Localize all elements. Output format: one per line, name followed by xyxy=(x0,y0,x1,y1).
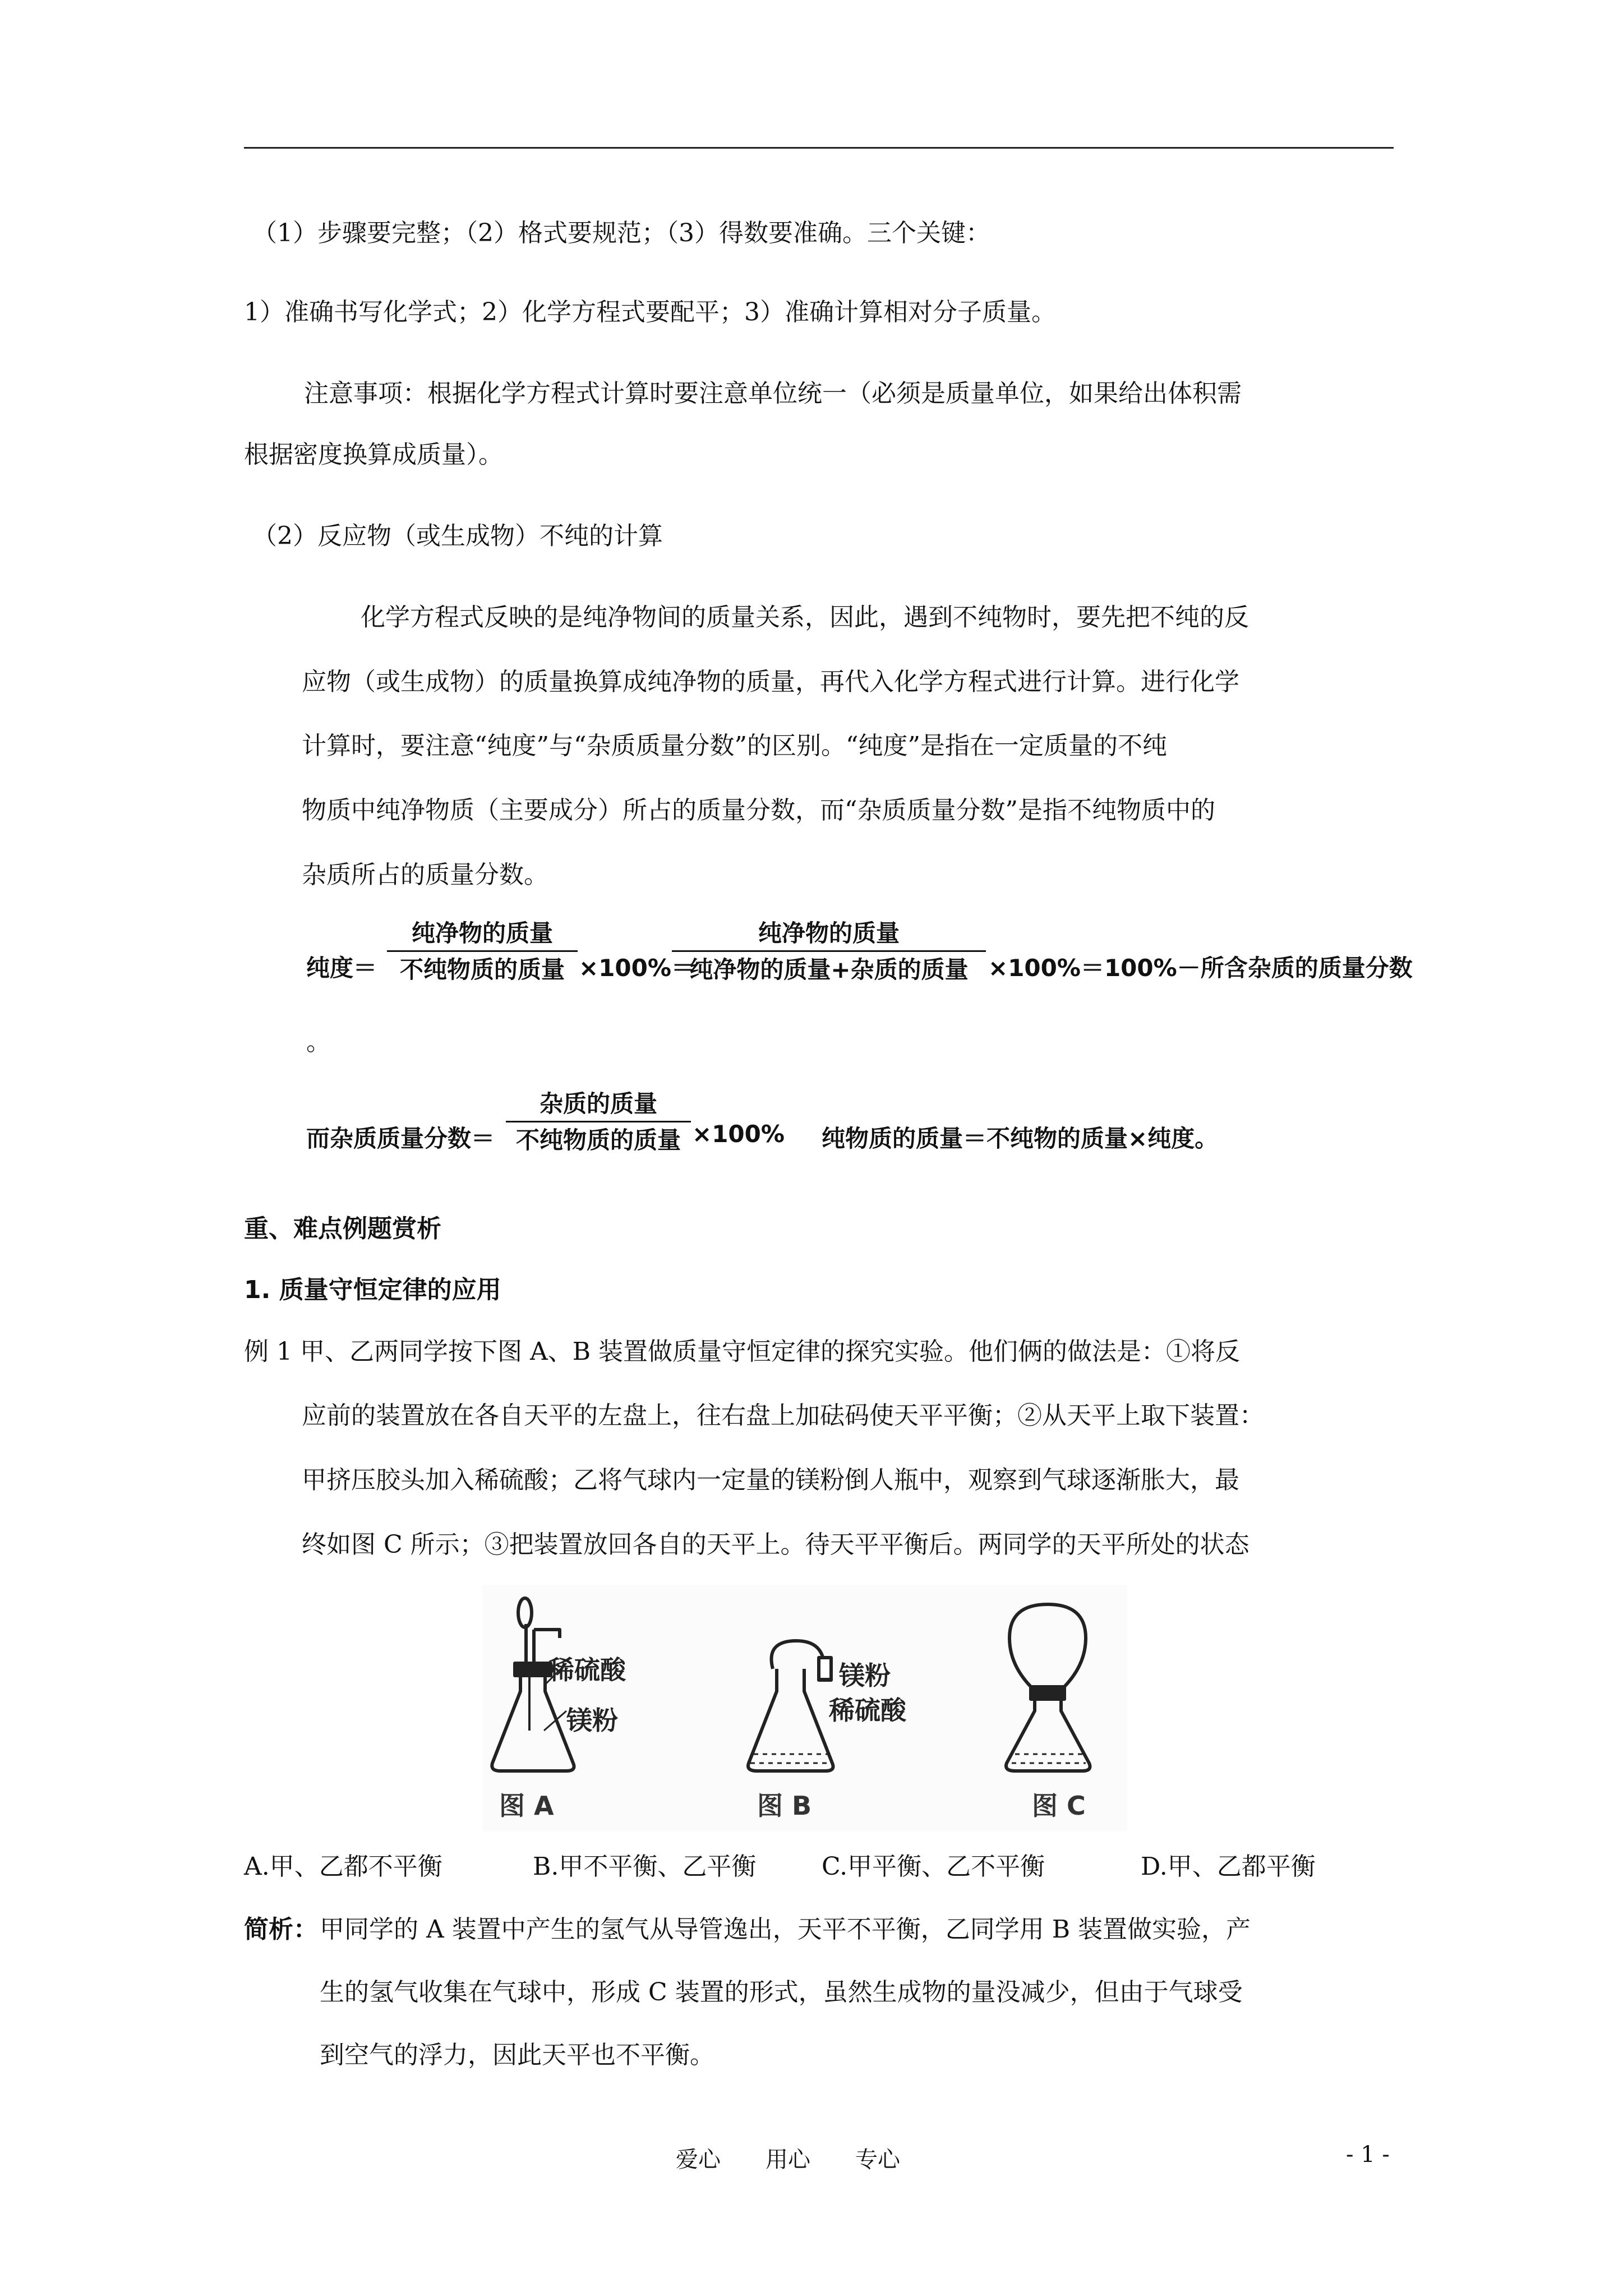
rubber-bulb-icon xyxy=(518,1598,532,1627)
formula-operator: ×100% xyxy=(692,1120,785,1148)
header-rule xyxy=(244,147,1394,149)
fraction xyxy=(506,1088,691,1156)
formula-second: 纯物质的质量＝不纯物的质量×纯度。 xyxy=(822,1125,1219,1152)
fraction xyxy=(672,918,986,986)
apparatus-diagram xyxy=(482,1585,1127,1832)
example-line: 终如图 C 所示；③把装置放回各自的天平上。待天平平衡后。两同学的天平所处的状态 xyxy=(302,1530,1249,1559)
fraction-denominator: 不纯物质的质量 xyxy=(399,956,565,983)
section-heading: 1. 质量守恒定律的应用 xyxy=(244,1276,501,1304)
paragraph-line: 计算时，要注意“纯度”与“杂质质量分数”的区别。“纯度”是指在一定质量的不纯 xyxy=(302,731,1167,760)
analysis-line: 到空气的浮力，因此天平也不平衡。 xyxy=(320,2041,714,2069)
caption-b: 图 B xyxy=(757,1791,812,1821)
fraction-bar xyxy=(672,950,986,952)
stopper-a-icon xyxy=(515,1663,551,1676)
text-line: 1）准确书写化学式；2）化学方程式要配平；3）准确计算相对分子质量。 xyxy=(244,298,1056,326)
paragraph-line: 化学方程式反映的是纯净物间的质量关系，因此，遇到不纯物时，要先把不纯的反 xyxy=(361,603,1249,632)
experiment-figure xyxy=(482,1585,1127,1832)
fraction-denominator: 不纯物质的质量 xyxy=(515,1126,681,1154)
label-dilute-acid: 稀硫酸 xyxy=(829,1695,906,1726)
fraction-bar xyxy=(506,1121,691,1122)
caption-c: 图 C xyxy=(1032,1791,1086,1821)
footer-slogan: 爱心 用心 专心 xyxy=(676,2147,900,2173)
text-line: 注意事项：根据化学方程式计算时要注意单位统一（必须是质量单位，如果给出体积需 xyxy=(304,379,1242,408)
formula-lhs: 而杂质质量分数＝ xyxy=(306,1125,495,1152)
paragraph-line: 物质中纯净物质（主要成分）所占的质量分数，而“杂质质量分数”是指不纯物质中的 xyxy=(302,796,1215,825)
option-b: B.甲不平衡、乙平衡 xyxy=(533,1852,757,1881)
section-subtitle: （2）反应物（或生成物）不纯的计算 xyxy=(252,522,663,550)
section-heading: 重、难点例题赏析 xyxy=(244,1214,441,1243)
fraction xyxy=(387,918,578,986)
formula-operator: ×100%＝ xyxy=(579,954,695,982)
fraction-numerator: 纯净物的质量 xyxy=(411,919,553,947)
fraction-numerator: 杂质的质量 xyxy=(539,1090,657,1117)
balloon-tie-icon xyxy=(1031,1687,1064,1699)
label-mg-powder: 镁粉 xyxy=(839,1660,891,1691)
label-mg-powder: 镁粉 xyxy=(566,1705,618,1736)
flask-c-icon xyxy=(1006,1694,1090,1771)
inflated-balloon-icon xyxy=(1009,1604,1086,1694)
example-line: 应前的装置放在各自天平的左盘上，往右盘上加砝码使天平平衡；②从天平上取下装置： xyxy=(302,1401,1264,1430)
example-line: 甲挤压胶头加入稀硫酸；乙将气球内一定量的镁粉倒人瓶中，观察到气球逐渐胀大，最 xyxy=(302,1466,1239,1494)
fraction-denominator: 纯净物的质量+杂质的质量 xyxy=(689,956,969,983)
caption-a: 图 A xyxy=(499,1791,554,1821)
text-line: 根据密度换算成质量）。 xyxy=(244,440,503,469)
text-line: （1）步骤要完整；（2）格式要规范；（3）得数要准确。三个关键： xyxy=(252,219,990,247)
analysis-line: 生的氢气收集在气球中，形成 C 装置的形式，虽然生成物的量没减少，但由于气球受 xyxy=(320,1978,1243,2007)
formula-tail: ×100%＝100%－所含杂质的质量分数 xyxy=(988,954,1413,982)
fraction-bar xyxy=(387,950,578,952)
page-number: - 1 - xyxy=(1346,2142,1390,2168)
analysis-line: 甲同学的 A 装置中产生的氢气从导管逸出，天平不平衡，乙同学用 B 装置做实验，产 xyxy=(320,1915,1251,1944)
example-line: 例 1 甲、乙两同学按下图 A、B 装置做质量守恒定律的探究实验。他们俩的做法是：①将反 xyxy=(244,1337,1241,1366)
paragraph-line: 应物（或生成物）的质量换算成纯净物的质量，再代入化学方程式进行计算。进行化学 xyxy=(302,668,1239,696)
option-d: D.甲、乙都平衡 xyxy=(1141,1852,1316,1881)
sentence-end: 。 xyxy=(306,1028,331,1056)
option-c: C.甲平衡、乙不平衡 xyxy=(822,1852,1045,1881)
flask-b-icon xyxy=(748,1669,833,1771)
fraction-numerator: 纯净物的质量 xyxy=(758,919,900,947)
formula-lhs: 纯度＝ xyxy=(306,954,377,982)
analysis-label: 简析： xyxy=(244,1915,318,1944)
paragraph-line: 杂质所占的质量分数。 xyxy=(302,861,548,889)
balloon-b-icon xyxy=(772,1641,824,1679)
option-a: A.甲、乙都不平衡 xyxy=(244,1852,442,1881)
label-dilute-acid: 稀硫酸 xyxy=(548,1655,626,1685)
